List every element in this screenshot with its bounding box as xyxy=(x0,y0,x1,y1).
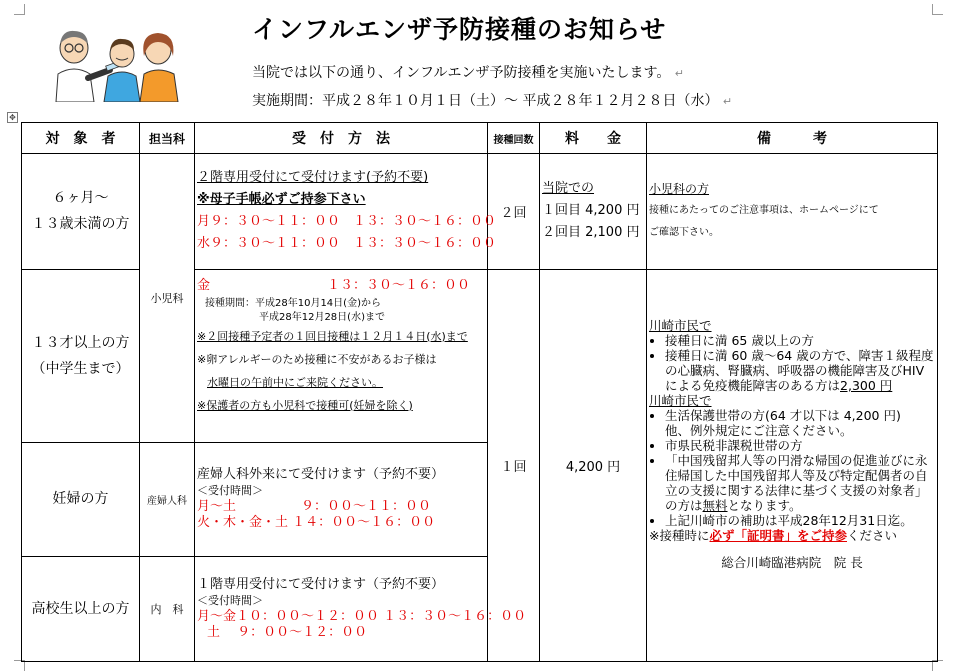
col-fee: 料 金 xyxy=(540,123,647,154)
col-target: 対 象 者 xyxy=(22,123,140,154)
count-child: ２回 xyxy=(488,154,540,269)
table-header-row xyxy=(22,123,938,154)
vaccination-table xyxy=(21,122,938,662)
vaccination-illustration-icon xyxy=(52,24,180,102)
target-adult: 高校生以上の方 xyxy=(22,556,140,661)
intro-text: 当院では以下の通り、インフルエンザ予防接種を実施いたします。 ↵ xyxy=(252,65,684,81)
col-reception: 受 付 方 法 xyxy=(195,123,488,154)
count-adult: １回 xyxy=(488,269,540,661)
reception-child: ２階専用受付にて受付けます(予約不要) ※母子手帳必ずご持参下さい 月９：３０～１１：００ １３：３０～１６：００ 水９：３０～１１：００ １３：３０～１６：００ xyxy=(195,154,488,269)
fee-adult: 4,200 円 xyxy=(540,269,647,661)
page-corner-top-left xyxy=(14,4,25,15)
reception-adult: １階専用受付にて受付けます（予約不要） ＜受付時間＞ 月～金１０：００～１２：００ １３：３０～１６：００ 土 ９：００～１２：００ xyxy=(195,556,488,661)
page-corner-top-right xyxy=(932,4,943,15)
target-child: ６ヶ月～ １３歳未満の方 xyxy=(22,154,140,269)
col-dept: 担当科 xyxy=(140,123,195,154)
dept-pediatrics: 小児科 xyxy=(140,154,195,443)
col-notes: 備 考 xyxy=(647,123,938,154)
period-text: 実施期間：平成２８年１０月１日（土）～ 平成２８年１２月２８日（水） ↵ xyxy=(252,93,733,109)
col-count: 接種回数 xyxy=(488,123,540,154)
dept-internal: 内 科 xyxy=(140,556,195,661)
table-move-handle-icon[interactable]: ✥ xyxy=(7,112,18,123)
notes-child: 小児科の方 接種にあたってのご注意事項は、ホームページにて ご確認下さい。 xyxy=(647,154,938,269)
reception-teen: 金 １３：３０～１６：００ 接種期間：平成28年10月14日(金)から 平成28年12月28日(水)まで ※２回接種予定者の１回目接種は１２月１４日(水)まで ※卵アレルギーのため接種に不安があるお子様は 水曜日の午前中にご来院ください。 ※保護者の方も小児科で接種可(妊婦を除く) xyxy=(195,269,488,443)
certificate-note: ※接種時に必ず「証明書」をご持参ください xyxy=(649,527,898,543)
signature: 総合川崎臨港病院 院 長 xyxy=(721,554,863,570)
dept-obgyn: 産婦人科 xyxy=(140,443,195,556)
target-pregnant: 妊婦の方 xyxy=(22,443,140,556)
notes-adult: 川崎市民で • 接種日に満 65 歳以上の方 • 接種日に満 60 歳～64 歳の方で、障害１級程度の心臓病、腎臓病、呼吸器の機能障害及びHIV による免疫機能障害のある方は2,300 円 川崎市民で • 生活保護世帯の方(64 才以下は 4,200 円) 他、例外規定にご注意ください。 • 市県民税非課税世帯の方 • 「中国残留邦人等の円滑な帰国の促進並びに永住帰国した中国残留邦人等及び特定配偶者の自立の支援に関する法律に基づく支援の対象者」の方は無料となります。 • 上記川崎市の補助は平成28年12月31日迄。 ※接種時に必ず「証明書」をご持参ください 総合川崎臨港病院 院 長 xyxy=(647,269,938,661)
target-teen: １３才以上の方 （中学生まで） xyxy=(22,269,140,443)
fee-child: 当院での １回目 4,200 円 ２回目 2,100 円 xyxy=(540,154,647,269)
page-title: インフルエンザ予防接種のお知らせ xyxy=(252,15,667,44)
table-row xyxy=(22,154,938,269)
reception-pregnant: 産婦人科外来にて受付けます（予約不要） ＜受付時間＞ 月～土 ９：００～１１：００ 火・木・金・土 １４：００～１６：００ xyxy=(195,443,488,556)
